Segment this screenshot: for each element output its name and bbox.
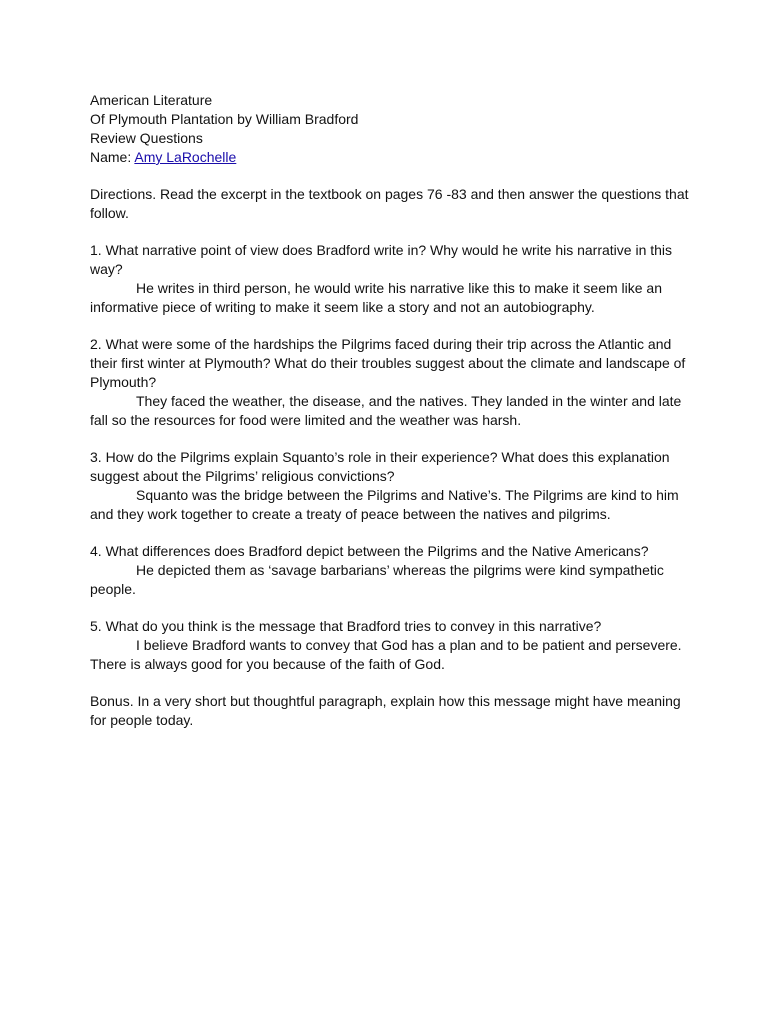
question-3 (90, 448, 690, 524)
answer-text: They faced the weather, the disease, and the natives. They landed in the winter and late fall so the resources for food were limited and the weather was harsh. (90, 393, 682, 428)
question-text: 3. How do the Pilgrims explain Squanto’s role in their experience? What does this explanation suggest about the Pilgrims’ religious convictions? (90, 449, 670, 484)
answer-text: Squanto was the bridge between the Pilgrims and Native’s. The Pilgrims are kind to him and they work together to create a treaty of peace between the natives and pilgrims. (90, 487, 679, 522)
question-text: 5. What do you think is the message that Bradford tries to convey in this narrative? (90, 618, 602, 634)
document-body (90, 91, 690, 730)
question-text: 1. What narrative point of view does Bradford write in? Why would he write his narrative in this way? (90, 242, 673, 277)
answer-text: I believe Bradford wants to convey that God has a plan and to be patient and persevere. There is always good for you because of the faith of God. (90, 637, 682, 672)
question-4 (90, 542, 690, 599)
directions: Directions. Read the excerpt in the textbook on pages 76 -83 and then answer the questions that follow. (90, 186, 689, 221)
answer-text: He depicted them as ‘savage barbarians’ whereas the pilgrims were kind sympathetic people. (90, 562, 664, 597)
bonus-question: Bonus. In a very short but thoughtful paragraph, explain how this message might have meaning for people today. (90, 693, 681, 728)
header-block (90, 91, 690, 167)
question-text: 2. What were some of the hardships the Pilgrims faced during their trip across the Atlantic and their first winter at Plymouth? What do their troubles suggest about the climate and landscape of Plymouth? (90, 336, 686, 390)
name-label: Name: (90, 149, 135, 165)
student-name-link[interactable]: Amy LaRochelle (134, 149, 237, 165)
question-5 (90, 617, 690, 674)
name-line (90, 148, 690, 167)
work-title: Of Plymouth Plantation by William Bradford (90, 111, 359, 127)
assignment-title: Review Questions (90, 130, 203, 146)
answer-text: He writes in third person, he would write his narrative like this to make it seem like an informative piece of writing to make it seem like a story and not an autobiography. (90, 280, 662, 315)
question-text: 4. What differences does Bradford depict between the Pilgrims and the Native Americans? (90, 543, 649, 559)
course-title: American Literature (90, 92, 213, 108)
question-2 (90, 335, 690, 430)
question-1 (90, 241, 690, 317)
